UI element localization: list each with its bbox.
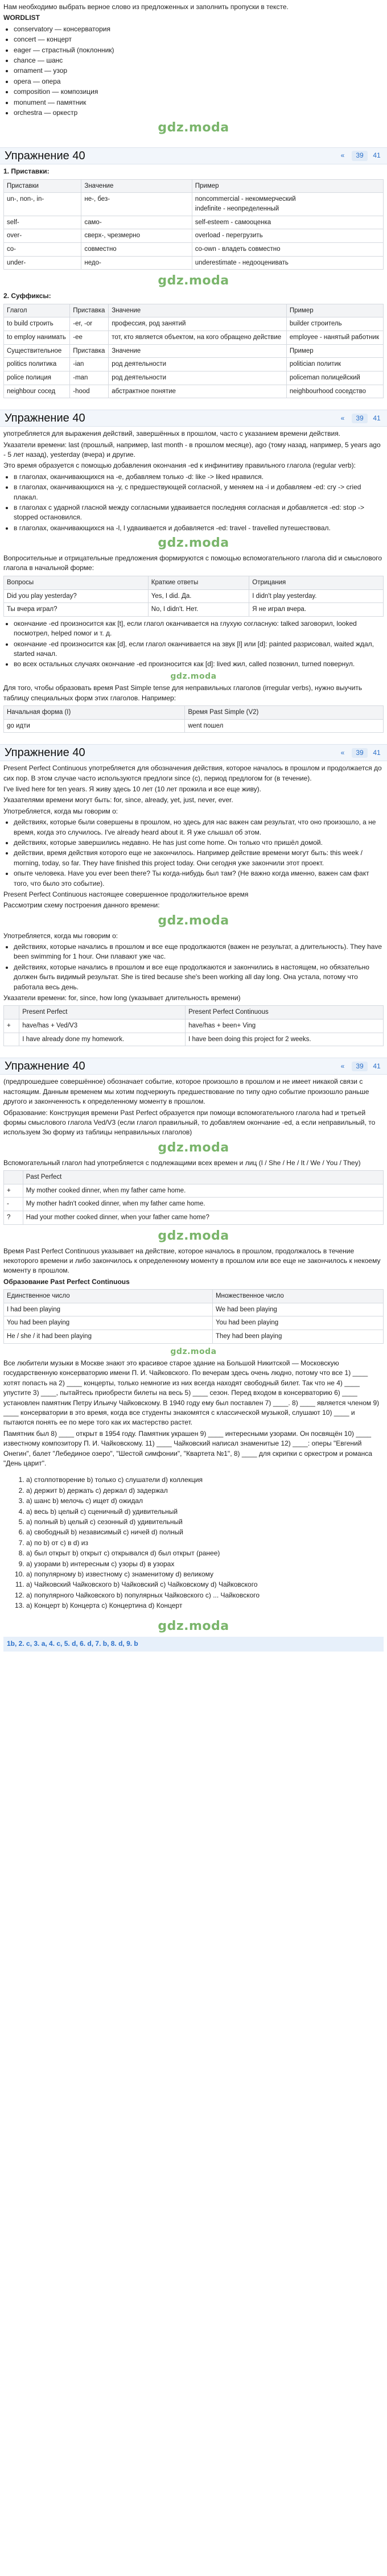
prev-arrow-icon[interactable]: «	[340, 151, 345, 160]
s4-p8: Указатели времени: for, since, how long (указывает длительность времени)	[3, 993, 241, 1002]
list-item: 5. a) полный b) целый c) сезонный d) удивительный	[26, 1517, 384, 1527]
list-item: 4. a) весь b) целый c) сценичный d) удивительный	[26, 1507, 384, 1517]
prev-arrow-icon[interactable]: «	[340, 1062, 345, 1070]
table-header-cell	[4, 1170, 23, 1184]
list-item: • окончание -ed произносится как [d], если глагол оканчивается на звук [l] или [d]: painted разрисовал, waited ждал, started начал.	[14, 639, 384, 659]
list-item: 11. a) Чайковский Чайковского b) Чайковский c) Чайковскому d) Чайковского	[26, 1580, 384, 1590]
table-cell: overload - перегрузить	[192, 229, 383, 243]
past-perfect-continuous-table	[3, 1289, 384, 1344]
exercise-title: Упражнение 40	[5, 149, 85, 162]
past-perfect-table	[3, 1170, 384, 1225]
table-cell: -hood	[70, 385, 109, 398]
table-cell: Приставка	[70, 344, 109, 358]
s3-p3: Это время образуется с помощью добавления окончания -ed к инфинитиву правильного глагола (regular verb):	[3, 461, 356, 470]
list-item: • окончание -ed произносится как [t], если глагол оканчивается на глухую согласную: talked заговорил, looked посмотрел, helped помог и т. д.	[14, 619, 384, 639]
table-cell: Пример	[286, 344, 383, 358]
s5-p3: Вспомогательный глагол had употребляется с подлежащими всех времен и лиц (I / She / He / It / We / You / They)	[3, 1158, 361, 1167]
table-row	[4, 1303, 384, 1316]
list-item: • orchestra — оркестр	[14, 108, 384, 118]
list-item: • concert — концерт	[14, 35, 384, 44]
table-cell: You had been playing	[212, 1316, 383, 1330]
table-cell: under-	[4, 256, 81, 270]
exercise-nav	[337, 748, 382, 758]
table-cell: недо-	[81, 256, 192, 270]
table-cell: to build строить	[4, 317, 70, 331]
table-cell: to employ нанимать	[4, 331, 70, 344]
list-item: • chance — шанс	[14, 56, 384, 65]
table-cell: профессия, род занятий	[109, 317, 287, 331]
list-item: • действиях, которые завершились недавно. He has just come home. Он только что пришёл домой.	[14, 838, 384, 848]
table-cell: тот, кто является объектом, на кого обращено действие	[109, 331, 287, 344]
s5-p6: Все любители музыки в Москве знают это красивое старое здание на Большой Никитской — Московскую государственную консерваторию имени П. И. Чайковского. По вечерам здесь очень людно, потому что все 1) ____ хотят попасть на 2) ____ концерты, только немногие из них всегда находят свободный билет. Так что не 4) ____ упустите 3) ____, пытайтесь приобрести билеты на весь 5) ____ сезон. Перед входом в консерваторию 6) ____ установлен памятник Петру Ильичу Чайковскому. В 1940 году ему был поставлен 7) ____. 8) ____ является членом 9) ____ консерватории в это время, когда все студенты знакомятся с классической музыкой, слушают 10) ____ и пытаются понять ее по мере того как их мастерство растет.	[3, 1359, 380, 1427]
table-header-cell: Past Perfect	[23, 1170, 383, 1184]
s4-p1: Present Perfect Continuous употребляется для обозначения действия, которое началось в прошлом и продолжается до сих пор. В этом случае часто используются предлоги since (с), период предлогом for (в течение).	[3, 764, 382, 782]
list-item: • conservatory — консерватория	[14, 24, 384, 34]
s4-p3: Указателями времени могут быть: for, since, already, yet, just, never, ever.	[3, 796, 233, 804]
s4-bullets	[3, 818, 384, 889]
table-cell: No, I didn't. Нет.	[148, 603, 249, 617]
table-cell	[4, 1033, 19, 1046]
list-item: • действиях, которые начались в прошлом и все еще продолжаются (важен не результат, а длительность). They have been swimming for 1 hour. Они плавают уже час.	[14, 942, 384, 962]
list-item: 12. a) популярного Чайковского b) популярных Чайковского c) ... Чайковского	[26, 1591, 384, 1600]
list-item: • действиях, которые были совершены в прошлом, но здесь для нас важен сам результат, что оно произошло, а не время, когда это случилось. I've already heard about it. Я уже слышал об этом.	[14, 818, 384, 837]
table-header-cell: Пример	[192, 179, 383, 193]
s2-heading: 2. Суффиксы:	[3, 292, 51, 300]
s5-p5: Образование Past Perfect Continuous	[3, 1277, 130, 1286]
list-item: • monument — памятник	[14, 98, 384, 108]
watermark-logo: gdz.moda	[158, 1140, 229, 1155]
s5-p7: Памятник был 8) ____ открыт в 1954 году. Памятник украшен 9) ____ интересными узорами. Он посвящён 10) ____ известному композитору П. И. Чайковскому. 11) ____ Чайковский написал знаменитые 12) ____: оперы "Евгений Онегин", балет "Лебединое озеро", "Шестой симфонии", "Квартета №1", 8) ____ для скрипки с оркестром и романса "День царит".	[3, 1429, 372, 1467]
s3-p2: Указатели времени: last (прошлый, например, last month - в прошлом месяце), ago (тому назад, например, 5 years ago - 5 лет назад), yesterday (вчера) и другие.	[3, 440, 381, 459]
table-cell: Существительное	[4, 344, 70, 358]
table-header-cell: Единственное число	[4, 1290, 213, 1303]
s5-p1: (предпрошедшее совершённое) обозначает событие, которое произошло в прошлом и не имеет никакой связи с настоящим. Данным временем мы хотим подчеркнуть предшествование по типу одно событие произошло раньше другого и законченность к определенному моменту в прошлом.	[3, 1078, 369, 1106]
table-cell: -	[4, 1198, 23, 1211]
table-row	[4, 1184, 384, 1198]
list-item: • eager — страстный (поклонник)	[14, 46, 384, 55]
exercise-nav	[337, 151, 382, 160]
table-cell: builder строитель	[286, 317, 383, 331]
s4-p6: Рассмотрим схему построения данного времени:	[3, 901, 160, 910]
table-cell: род деятельности	[109, 358, 287, 371]
table-row	[4, 1330, 384, 1344]
exercise-block-1	[0, 142, 387, 404]
table-cell: They had been playing	[212, 1330, 383, 1344]
s4-p4: Употребляется, когда мы говорим о:	[3, 807, 118, 815]
table-cell: go идти	[4, 719, 185, 733]
table-cell: He / she / it had been playing	[4, 1330, 213, 1344]
table-row	[4, 371, 384, 385]
table-header-cell: Отрицания	[249, 576, 384, 589]
table-cell: само-	[81, 216, 192, 229]
list-item: 8. a) был открыт b) открыт c) открывался d) был открыт (ранее)	[26, 1549, 384, 1558]
s3-p4: Вопросительные и отрицательные предложения формируются с помощью вспомогательного глагола did и смыслового глагола в начальной форме:	[3, 554, 382, 572]
table-cell: Ты вчера играл?	[4, 603, 149, 617]
table-cell: Yes, I did. Да.	[148, 589, 249, 603]
table-cell: police полиция	[4, 371, 70, 385]
table-header-cell: Время Past Simple (V2)	[185, 705, 384, 719]
s4-p5: Present Perfect Continuous настоящее совершенное продолжительное время	[3, 890, 249, 898]
exercise-nav	[337, 414, 382, 423]
table-cell: Did you play yesterday?	[4, 589, 149, 603]
table-cell: I had been playing	[4, 1303, 213, 1316]
table-cell: -ian	[70, 358, 109, 371]
table-header-row	[4, 179, 384, 193]
perfect-compare-table	[3, 1005, 384, 1046]
table-row	[4, 229, 384, 243]
table-row	[4, 603, 384, 617]
s5-p2: Образование: Конструкция времени Past Perfect образуется при помощи вспомогательного глагола had и третьей формы смыслового глагола Ved/V3 (если глагол правильный, то добавляем окончание -ed, а если неправильный, то используем 3ю форму из таблицы неправильных глаголов)	[3, 1108, 376, 1137]
table-row	[4, 317, 384, 331]
page-next-number[interactable]: 41	[373, 748, 381, 757]
page-next-number[interactable]: 41	[373, 1062, 381, 1070]
table-cell: род деятельности	[109, 371, 287, 385]
watermark-logo: gdz.moda	[170, 671, 217, 681]
watermark-logo: gdz.moda	[158, 1619, 229, 1634]
table-cell: have/has + been+ Ving	[186, 1019, 384, 1033]
watermark-logo: gdz.moda	[170, 1347, 217, 1356]
list-item: 1. a) столпотворение b) только c) слушатели d) коллекция	[26, 1475, 384, 1485]
table-header-row	[4, 1170, 384, 1184]
table-cell: абстрактное понятие	[109, 385, 287, 398]
table-header-cell: Значение	[109, 304, 287, 317]
exercise-title: Упражнение 40	[5, 746, 85, 759]
list-item: • во всех остальных случаях окончание -ed произносится как [d]: lived жил, called позвонил, turned повернул.	[14, 659, 384, 669]
list-item: • опыте человека. Have you ever been there? Ты когда-нибудь был там? (Не важно когда именно, важен сам факт того, что было это событие).	[14, 869, 384, 889]
table-header-cell: Present Perfect Continuous	[186, 1006, 384, 1019]
table-cell: совместно	[81, 242, 192, 256]
table-header-cell	[4, 1006, 19, 1019]
table-cell: policeman полицейский	[286, 371, 383, 385]
list-item: • действиях, которые начались в прошлом и все еще продолжаются и закончились в настоящем, но обязательно должен быть видимый результат. She is tired because she's been working all day long. Она устала, потому что работала весь день.	[14, 963, 384, 992]
list-item: 3. a) шанс b) мелочь c) ищет d) ожидал	[26, 1496, 384, 1506]
table-cell: -er, -or	[70, 317, 109, 331]
table-header-row	[4, 705, 384, 719]
s4-p2: I've lived here for ten years. Я живу здесь 10 лет (10 лет прожила и все еще живу).	[3, 785, 261, 794]
page-prev-number[interactable]: 39	[352, 151, 368, 160]
list-item: • в глаголах, оканчивающихся на -е, добавляем только -d: like -> liked нравился.	[14, 472, 384, 482]
table-row	[4, 193, 384, 216]
page-next-number[interactable]: 41	[373, 414, 381, 422]
table-cell: I didn't play yesterday.	[249, 589, 384, 603]
table-header-cell: Приставка	[70, 304, 109, 317]
table-cell: self-	[4, 216, 81, 229]
exercise-nav	[337, 1062, 382, 1071]
exercise-header	[0, 1058, 387, 1075]
table-row	[4, 589, 384, 603]
list-item: 7. a) по b) от c) в d) из	[26, 1538, 384, 1548]
table-header-row	[4, 304, 384, 317]
watermark-logo: gdz.moda	[158, 121, 229, 135]
exercise-title: Упражнение 40	[5, 411, 85, 424]
table-cell: underestimate - недооценивать	[192, 256, 383, 270]
list-item: 10. a) популярному b) известному c) знаменитому d) великому	[26, 1570, 384, 1579]
table-cell: noncommercial - некоммерческий indefinite - неопределенный	[192, 193, 383, 216]
table-cell: You had been playing	[4, 1316, 213, 1330]
exercise-title: Упражнение 40	[5, 1059, 85, 1072]
intro-section	[0, 0, 387, 142]
prefix-table	[3, 179, 384, 270]
watermark-logo: gdz.moda	[158, 536, 229, 551]
table-cell: self-esteem - самооценка	[192, 216, 383, 229]
wordlist-label: WORDLIST	[3, 14, 40, 22]
table-header-row	[4, 1290, 384, 1303]
watermark-logo: gdz.moda	[158, 913, 229, 928]
list-item: 9. a) узорами b) интересным c) узоры d) в узорах	[26, 1559, 384, 1569]
exercise-header	[0, 147, 387, 164]
page-prev-number[interactable]: 39	[352, 1062, 368, 1071]
table-cell: +	[4, 1019, 19, 1033]
wordlist	[3, 24, 384, 118]
table-row	[4, 1033, 384, 1046]
table-cell: не-, без-	[81, 193, 192, 216]
page-prev-number[interactable]: 39	[352, 414, 368, 423]
table-cell: co-own - владеть совместно	[192, 242, 383, 256]
s5-p4: Время Past Perfect Continuous указывает на действие, которое началось в прошлом, продолжалось в течение некоторого времени и либо закончилось к определенному моменту в прошлом или все еще не закончилось к некоему моменту в прошлом.	[3, 1246, 381, 1275]
prev-arrow-icon[interactable]: «	[340, 414, 345, 422]
table-row	[4, 242, 384, 256]
page-next-number[interactable]: 41	[373, 151, 381, 160]
table-row	[4, 344, 384, 358]
table-cell: employee - нанятый работник	[286, 331, 383, 344]
table-cell: over-	[4, 229, 81, 243]
table-header-cell: Значение	[81, 179, 192, 193]
s1-heading: 1. Приставки:	[3, 167, 50, 176]
table-cell: co-	[4, 242, 81, 256]
list-item: 13. a) Концерт b) Концерта c) Концертина d) Концерт	[26, 1601, 384, 1611]
table-header-cell: Пример	[286, 304, 383, 317]
table-header-cell: Вопросы	[4, 576, 149, 589]
table-cell: My mother hadn't cooked dinner, when my father came home.	[23, 1198, 383, 1211]
table-row	[4, 719, 384, 733]
table-row	[4, 331, 384, 344]
list-item: • в глаголах, оканчивающихся на -у, с предшествующей согласной, у меняем на -i и добавляем -ed: cry -> cried плакал.	[14, 482, 384, 502]
s3-bullets	[3, 472, 384, 533]
table-header-cell: Начальная форма (I)	[4, 705, 185, 719]
table-cell: Had your mother cooked dinner, when your father came home?	[23, 1211, 383, 1224]
table-header-row	[4, 576, 384, 589]
table-header-cell: Глагол	[4, 304, 70, 317]
table-cell: went пошел	[185, 719, 384, 733]
s3-p1: употребляется для выражения действий, завершённых в прошлом, часто с указанием времени действия.	[3, 430, 341, 438]
page-prev-number[interactable]: 39	[352, 748, 368, 758]
suffix-table	[3, 304, 384, 399]
table-cell: Значение	[109, 344, 287, 358]
list-item: 6. a) свободный b) независимый c) ничей d) полный	[26, 1528, 384, 1537]
table-header-cell: Множественное число	[212, 1290, 383, 1303]
table-cell: ?	[4, 1211, 23, 1224]
exercise-block-3	[0, 738, 387, 1052]
table-cell: I have already done my homework.	[19, 1033, 186, 1046]
s3-p5: Для того, чтобы образовать время Past Simple tense для неправильных глаголов (irregular verbs), нужно выучить таблицу специальных форм этих глаголов. Например:	[3, 684, 363, 702]
options-list	[3, 1475, 384, 1611]
table-row	[4, 385, 384, 398]
table-cell: -ee	[70, 331, 109, 344]
s4-p7: Употребляется, когда мы говорим о:	[3, 931, 118, 940]
table-cell: neighbourhood соседство	[286, 385, 383, 398]
table-cell: I have been doing this project for 2 weeks.	[186, 1033, 384, 1046]
table-cell: un-, non-, in-	[4, 193, 81, 216]
prev-arrow-icon[interactable]: «	[340, 748, 345, 757]
s4-bullets-2	[3, 942, 384, 992]
table-cell: We had been playing	[212, 1303, 383, 1316]
intro-text: Нам необходимо выбрать верное слово из предложенных и заполнить пропуски в тексте.	[3, 3, 289, 11]
table-cell: сверх-, чрезмерно	[81, 229, 192, 243]
table-cell: My mother cooked dinner, when my father came home.	[23, 1184, 383, 1198]
list-item: • в глаголах, оканчивающихся на -l, l удваивается и добавляется -ed: travel - travelled путешествовал.	[14, 523, 384, 533]
list-item: 2. a) держит b) держать c) держал d) задержал	[26, 1486, 384, 1496]
table-cell: Я не играл вчера.	[249, 603, 384, 617]
forms-table	[3, 705, 384, 733]
table-cell: politician политик	[286, 358, 383, 371]
list-item: • в глаголах с ударной гласной между согласными удваивается последняя согласная и добавляется -ed: stop -> stopped остановился.	[14, 503, 384, 523]
exercise-block-2	[0, 404, 387, 738]
table-row	[4, 1198, 384, 1211]
list-item: • composition — композиция	[14, 87, 384, 97]
exercise-block-4	[0, 1052, 387, 1654]
table-row	[4, 1316, 384, 1330]
table-cell: have/has + Ved/V3	[19, 1019, 186, 1033]
table-row	[4, 1211, 384, 1224]
table-cell: +	[4, 1184, 23, 1198]
table-header-row	[4, 1006, 384, 1019]
s3-bullets-2	[3, 619, 384, 670]
list-item: • opera — опера	[14, 77, 384, 86]
watermark-logo: gdz.moda	[158, 1228, 229, 1243]
table-cell: neighbour сосед	[4, 385, 70, 398]
list-item: • действии, время действия которого еще не закончилось. Например действие времени могут быть: this week / morning, today, so far. They have finished this project today. Они сегодня уже закончили этот проект.	[14, 848, 384, 868]
list-item: • ornament — узор	[14, 66, 384, 76]
table-header-cell: Present Perfect	[19, 1006, 186, 1019]
table-row	[4, 358, 384, 371]
table-header-cell: Приставки	[4, 179, 81, 193]
table-header-cell: Краткие ответы	[148, 576, 249, 589]
table-row	[4, 1019, 384, 1033]
exercise-header	[0, 744, 387, 761]
table-row	[4, 256, 384, 270]
table-row	[4, 216, 384, 229]
table-cell: politics политика	[4, 358, 70, 371]
table-cell: -man	[70, 371, 109, 385]
answers-bar: 1b, 2. c, 3. a, 4. c, 5. d, 6. d, 7. b, 8. d, 9. b	[3, 1637, 384, 1651]
questions-table	[3, 576, 384, 617]
watermark-logo: gdz.moda	[158, 274, 229, 288]
exercise-header	[0, 410, 387, 427]
